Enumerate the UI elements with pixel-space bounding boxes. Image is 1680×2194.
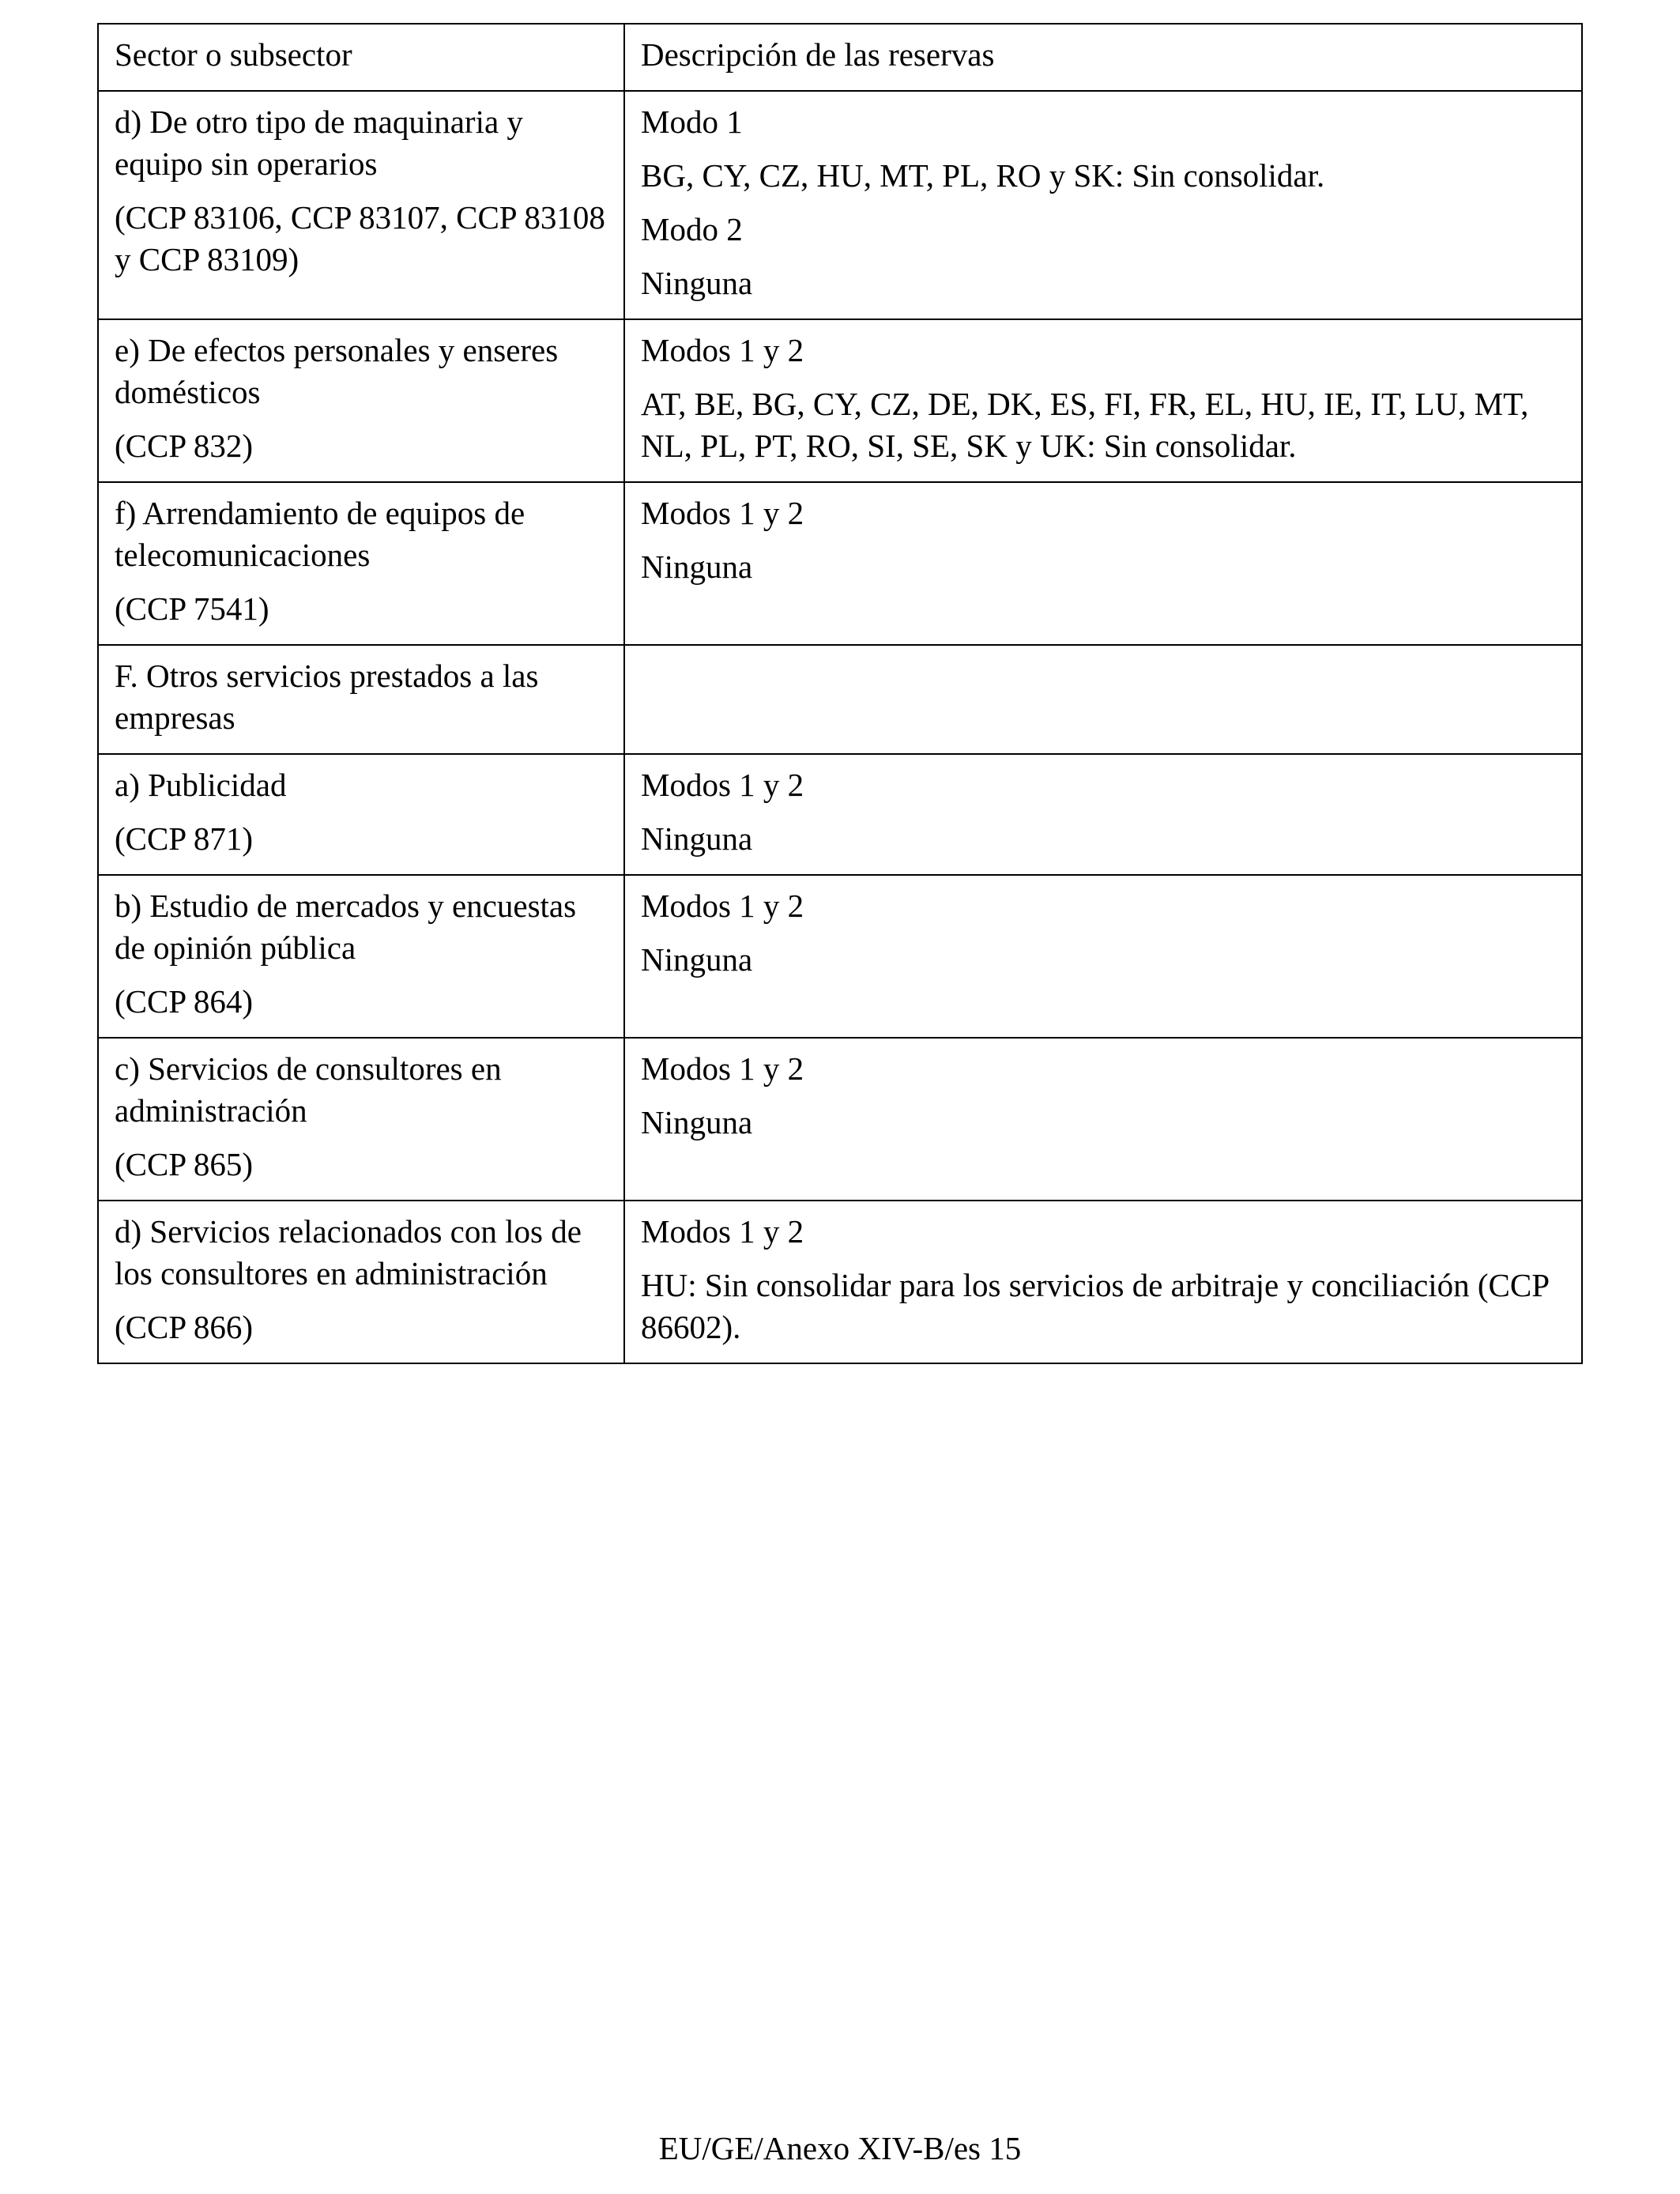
mode-label: Modo 2 xyxy=(641,211,743,247)
table-row xyxy=(98,754,1582,875)
table-row xyxy=(98,319,1582,482)
mode-label: Modos 1 y 2 xyxy=(641,332,804,368)
reservation-text: Ninguna xyxy=(641,820,753,857)
sector-title: F. Otros servicios prestados a las empresas xyxy=(115,658,539,736)
sector-cell xyxy=(98,319,624,482)
reservation-text: Ninguna xyxy=(641,265,753,301)
sector-code: (CCP 83106, CCP 83107, CCP 83108 y CCP 83109) xyxy=(115,199,605,277)
reservation-text: Ninguna xyxy=(641,1104,753,1140)
table-row xyxy=(98,482,1582,645)
mode-label: Modo 1 xyxy=(641,104,743,140)
sector-code: (CCP 871) xyxy=(115,820,254,857)
header-descripcion-text: Descripción de las reservas xyxy=(641,36,995,73)
header-sector-text: Sector o subsector xyxy=(115,36,352,73)
mode-label: Modos 1 y 2 xyxy=(641,767,804,803)
reservation-text: HU: Sin consolidar para los servicios de arbitraje y conciliación (CCP 86602). xyxy=(641,1267,1549,1345)
reservation-text: AT, BE, BG, CY, CZ, DE, DK, ES, FI, FR, EL, HU, IE, IT, LU, MT, NL, PL, PT, RO, SI, SE, SK y UK: Sin consolidar. xyxy=(641,386,1529,464)
descripcion-cell xyxy=(624,1038,1582,1201)
descripcion-cell xyxy=(624,482,1582,645)
header-sector xyxy=(98,24,624,91)
mode-label: Modos 1 y 2 xyxy=(641,888,804,924)
descripcion-cell xyxy=(624,754,1582,875)
descripcion-cell xyxy=(624,319,1582,482)
table-row xyxy=(98,1038,1582,1201)
descripcion-cell xyxy=(624,1201,1582,1363)
sector-title: e) De efectos personales y enseres domésticos xyxy=(115,332,559,410)
sector-title: a) Publicidad xyxy=(115,767,287,803)
sector-title: f) Arrendamiento de equipos de telecomunicaciones xyxy=(115,495,525,573)
sector-title: c) Servicios de consultores en administración xyxy=(115,1050,502,1129)
page-footer-reference: EU/GE/Anexo XIV-B/es 15 xyxy=(658,2130,1022,2166)
table-row xyxy=(98,1201,1582,1363)
descripcion-cell xyxy=(624,91,1582,319)
sector-title: d) De otro tipo de maquinaria y equipo sin operarios xyxy=(115,104,523,182)
sector-code: (CCP 7541) xyxy=(115,590,269,627)
sector-code: (CCP 866) xyxy=(115,1309,254,1345)
descripcion-cell xyxy=(624,875,1582,1038)
table-row xyxy=(98,875,1582,1038)
sector-cell xyxy=(98,875,624,1038)
sector-title: b) Estudio de mercados y encuestas de opinión pública xyxy=(115,888,577,966)
sector-code: (CCP 864) xyxy=(115,983,254,1020)
header-descripcion xyxy=(624,24,1582,91)
reservations-table xyxy=(97,23,1583,1364)
mode-label: Modos 1 y 2 xyxy=(641,1213,804,1250)
sector-cell xyxy=(98,482,624,645)
reservation-text: Ninguna xyxy=(641,941,753,978)
table-header-row xyxy=(98,24,1582,91)
sector-cell xyxy=(98,645,624,754)
mode-label: Modos 1 y 2 xyxy=(641,1050,804,1087)
table-row xyxy=(98,645,1582,754)
sector-cell xyxy=(98,1201,624,1363)
sector-cell xyxy=(98,754,624,875)
reservation-text: BG, CY, CZ, HU, MT, PL, RO y SK: Sin consolidar. xyxy=(641,157,1325,194)
reservation-text: Ninguna xyxy=(641,548,753,585)
sector-cell xyxy=(98,91,624,319)
descripcion-cell-empty xyxy=(624,645,1582,754)
table-row xyxy=(98,91,1582,319)
mode-label: Modos 1 y 2 xyxy=(641,495,804,531)
sector-title: d) Servicios relacionados con los de los consultores en administración xyxy=(115,1213,582,1291)
sector-cell xyxy=(98,1038,624,1201)
sector-code: (CCP 832) xyxy=(115,428,254,464)
sector-code: (CCP 865) xyxy=(115,1146,254,1182)
